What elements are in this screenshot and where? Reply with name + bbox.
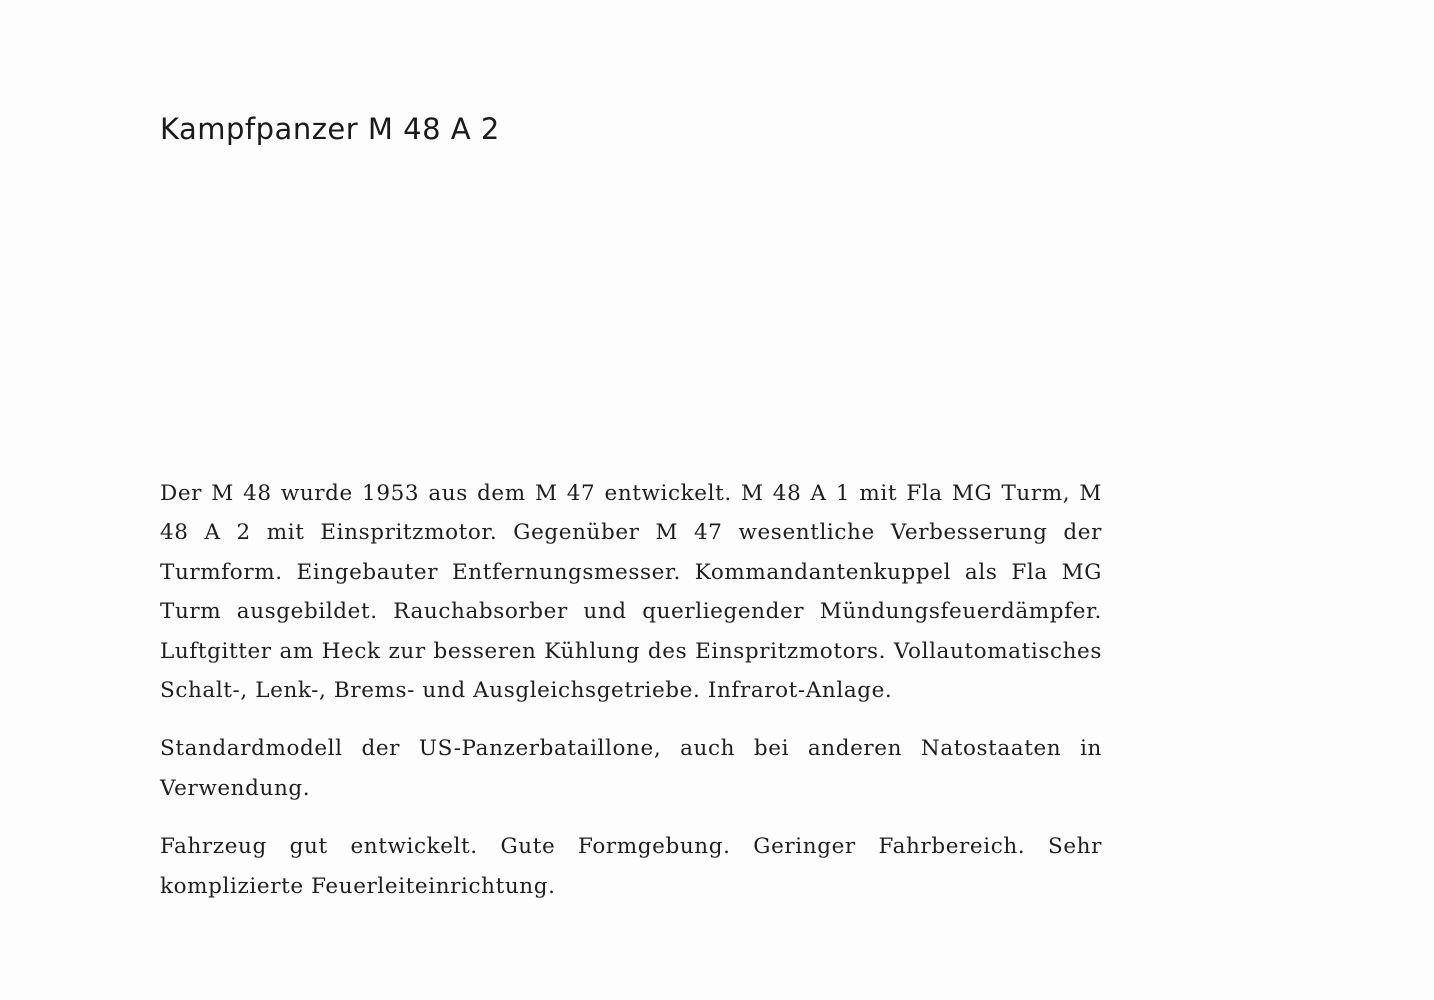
- paragraph-usage: Standardmodell der US-Panzerbataillone, auch bei anderen Natostaaten in Verwendung.: [160, 736, 1102, 801]
- body-text: [160, 474, 1102, 925]
- paragraph-description: Der M 48 wurde 1953 aus dem M 47 entwickelt. M 48 A 1 mit Fla MG Turm, M 48 A 2 mit Einspritzmotor. Gegenüber M 47 wesentliche Verbesserung der Turmform. Eingebauter Entfernungsmesser. Kommandantenkuppel als Fla MG Turm ausgebildet. Rauchabsorber und querliegender Mündungsfeuerdämpfer. Luftgitter am Heck zur besseren Kühlung des Einspritzmotors. Vollautomatisches Schalt-, Lenk-, Brems- und Ausgleichsgetriebe. Infrarot-Anlage.: [160, 481, 1102, 704]
- page-title: Kampfpanzer M 48 A 2: [160, 112, 500, 146]
- paragraph-assessment: Fahrzeug gut entwickelt. Gute Formgebung. Geringer Fahrbereich. Sehr komplizierte Feuerleiteinrichtung.: [160, 834, 1102, 899]
